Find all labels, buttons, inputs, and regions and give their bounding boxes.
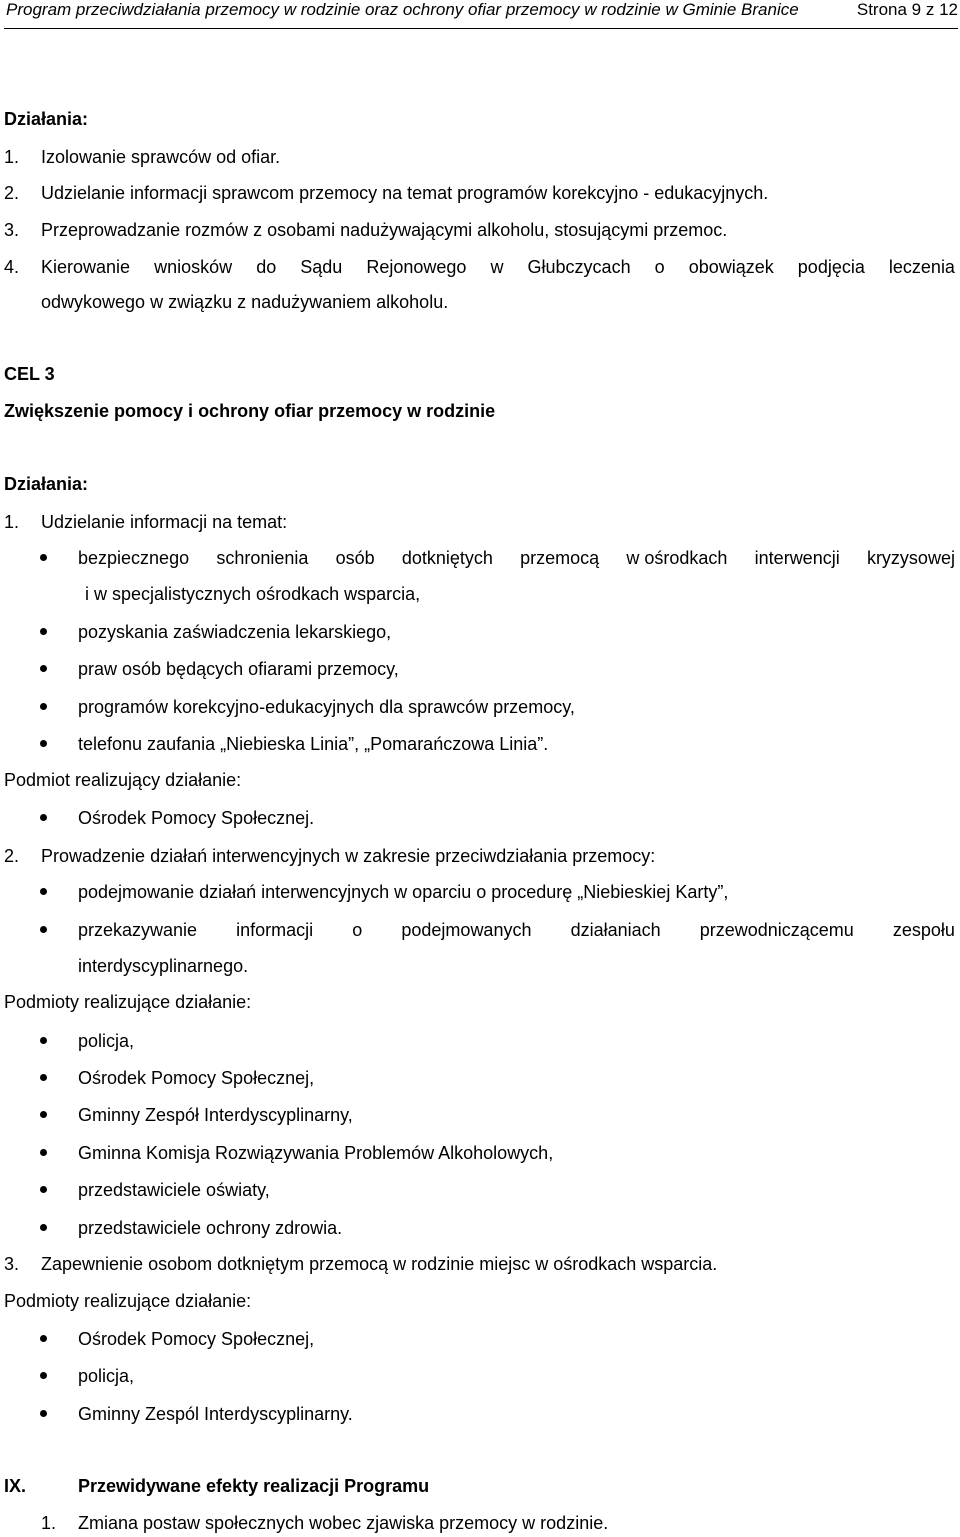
bullet-icon xyxy=(40,1224,47,1231)
bullet-text: podejmowanie działań interwencyjnych w oparciu o procedurę „Niebieskiej Karty”, xyxy=(78,882,729,902)
item-text: Zapewnienie osobom dotkniętym przemocą w rodzinie miejsc w ośrodkach wsparcia. xyxy=(41,1254,718,1274)
justified-line: bezpiecznego schronienia osób dotkniętych przemocą w ośrodkach interwencji kryzysowej xyxy=(78,548,955,568)
bullet-continuation: interdyscyplinarnego. xyxy=(78,956,249,976)
justified-line: przekazywanie informacji o podejmowanych działaniach przewodniczącemu zespołu xyxy=(78,920,955,940)
item-number: 1. xyxy=(41,1513,57,1533)
item-number: 1. xyxy=(4,147,20,167)
bullet-icon xyxy=(40,888,47,895)
bullet-continuation: i w specjalistycznych ośrodkach wsparcia, xyxy=(85,584,421,604)
bullet-text: telefonu zaufania „Niebieska Linia”, „Pomarańczowa Linia”. xyxy=(78,734,549,754)
item-number: 2. xyxy=(4,846,20,866)
item-text: Prowadzenie działań interwencyjnych w zakresie przeciwdziałania przemocy: xyxy=(41,846,656,866)
page-number: Strona 9 z 12 xyxy=(856,0,958,19)
subject-item: przedstawiciele oświaty, xyxy=(78,1180,270,1200)
subject-item: Ośrodek Pomocy Społecznej, xyxy=(78,1329,315,1349)
bullet-icon xyxy=(40,554,47,561)
bullet-text: pozyskania zaświadczenia lekarskiego, xyxy=(78,622,392,642)
actions-heading: Działania: xyxy=(4,109,89,129)
item-number: 1. xyxy=(4,512,20,532)
justified-line: Kierowanie wniosków do Sądu Rejonowego w Głubczycach o obowiązek podjęcia leczenia xyxy=(41,257,955,277)
bullet-icon xyxy=(40,926,47,933)
bullet-icon xyxy=(40,1335,47,1342)
bullet-icon xyxy=(40,814,47,821)
goal-label: CEL 3 xyxy=(4,364,55,384)
bullet-icon xyxy=(40,1074,47,1081)
item-text: Zmiana postaw społecznych wobec zjawiska przemocy w rodzinie. xyxy=(78,1513,609,1533)
subject-item: Gminny Zespól Interdyscyplinarny. xyxy=(78,1404,353,1424)
subject-label: Podmioty realizujące działanie: xyxy=(4,1291,252,1311)
item-number: 2. xyxy=(4,183,20,203)
item-text: Udzielanie informacji na temat: xyxy=(41,512,288,532)
bullet-icon xyxy=(40,1372,47,1379)
bullet-text: praw osób będących ofiarami przemocy, xyxy=(78,659,399,679)
bullet-icon xyxy=(40,740,47,747)
item-number: 4. xyxy=(4,257,20,277)
bullet-text: programów korekcyjno-edukacyjnych dla sprawców przemocy, xyxy=(78,697,575,717)
subject-item: Ośrodek Pomocy Społecznej. xyxy=(78,808,315,828)
bullet-icon xyxy=(40,1186,47,1193)
item-number: 3. xyxy=(4,220,20,240)
bullet-icon xyxy=(40,1410,47,1417)
subject-item: Gminny Zespół Interdyscyplinarny, xyxy=(78,1105,353,1125)
page-header xyxy=(4,0,958,29)
section-title: Przewidywane efekty realizacji Programu xyxy=(78,1476,430,1496)
header-title: Program przeciwdziałania przemocy w rodzinie oraz ochrony ofiar przemocy w rodzinie w Gminie Branice xyxy=(6,0,799,19)
subject-item: przedstawiciele ochrony zdrowia. xyxy=(78,1218,343,1238)
bullet-icon xyxy=(40,628,47,635)
subject-item: Gminna Komisja Rozwiązywania Problemów Alkoholowych, xyxy=(78,1143,554,1163)
item-text: Izolowanie sprawców od ofiar. xyxy=(41,147,281,167)
item-number: 3. xyxy=(4,1254,20,1274)
subject-label: Podmioty realizujące działanie: xyxy=(4,992,252,1012)
subject-item: policja, xyxy=(78,1366,135,1386)
subject-label: Podmiot realizujący działanie: xyxy=(4,770,242,790)
bullet-icon xyxy=(40,703,47,710)
subject-item: policja, xyxy=(78,1031,135,1051)
item-text: Udzielanie informacji sprawcom przemocy na temat programów korekcyjno - edukacyjnych. xyxy=(41,183,769,203)
subject-item: Ośrodek Pomocy Społecznej, xyxy=(78,1068,315,1088)
item-continuation: odwykowego w związku z nadużywaniem alkoholu. xyxy=(41,292,449,312)
actions-heading: Działania: xyxy=(4,474,89,494)
bullet-icon xyxy=(40,1149,47,1156)
bullet-icon xyxy=(40,1111,47,1118)
bullet-icon xyxy=(40,1037,47,1044)
item-text: Przeprowadzanie rozmów z osobami nadużywającymi alkoholu, stosującymi przemoc. xyxy=(41,220,728,240)
goal-title: Zwiększenie pomocy i ochrony ofiar przemocy w rodzinie xyxy=(4,401,496,421)
section-number: IX. xyxy=(4,1476,27,1496)
bullet-icon xyxy=(40,665,47,672)
